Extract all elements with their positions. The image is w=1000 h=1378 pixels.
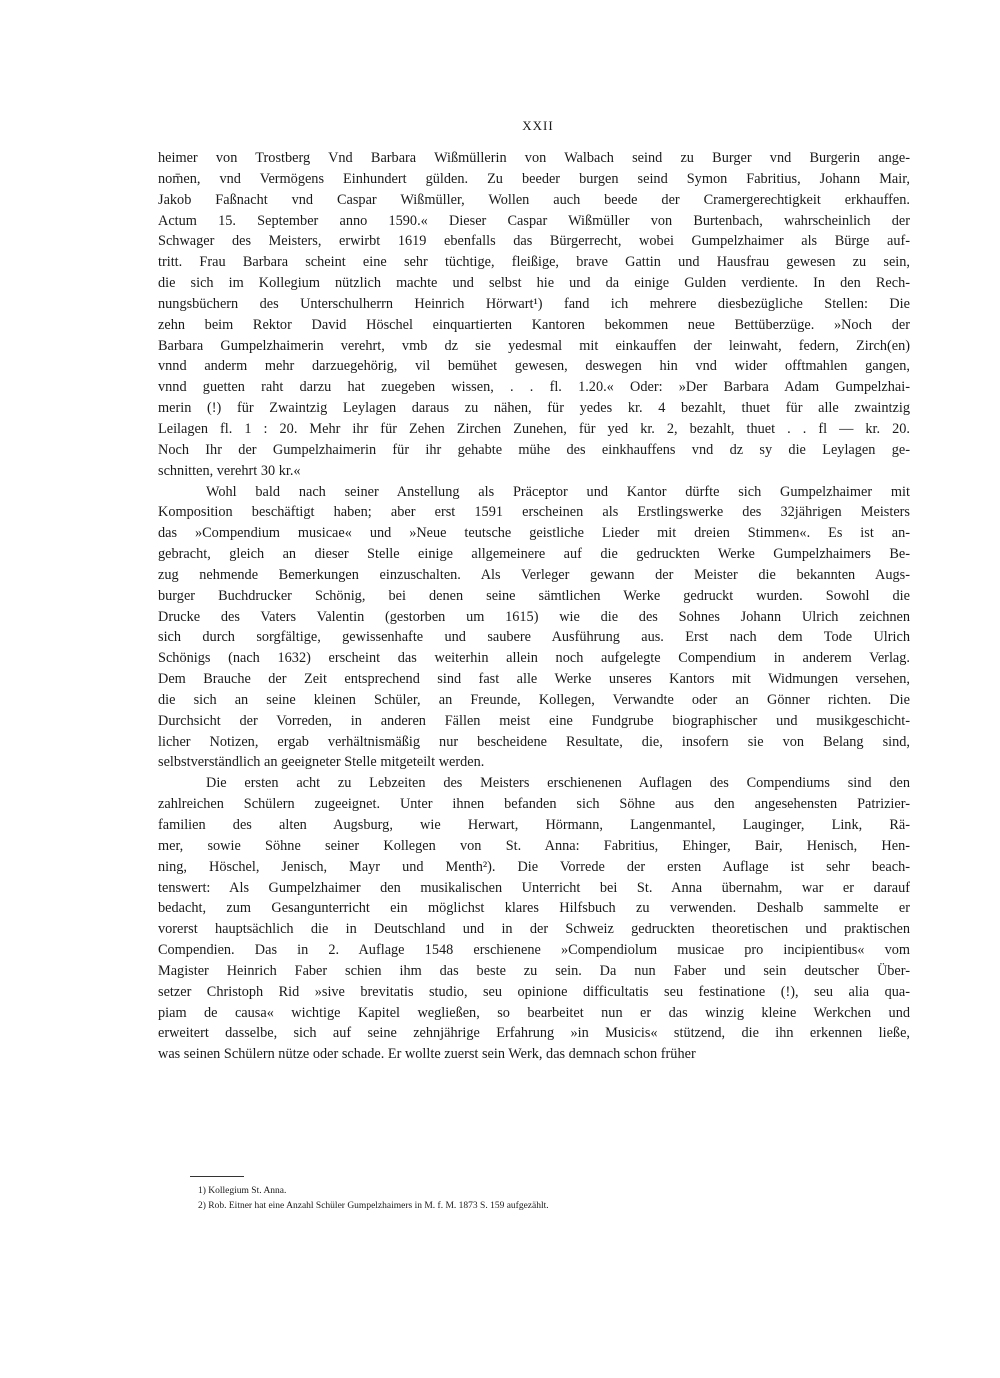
text-line: vnnd anderm mehr darzuegehörig, vil bemühet gewesen, deswegen hin vnd wider offtmahlen gangen, [158, 358, 910, 375]
paragraph-3 [158, 773, 910, 1065]
body-text [158, 148, 910, 1065]
text-line: Die ersten acht zu Lebzeiten des Meisters erschienenen Auflagen des Compendiums sind den [206, 775, 910, 792]
text-line: das »Compendium musicae« und »Neue teutsche geistliche Lieder mit dreien Stimmen«. Es ist an- [158, 525, 910, 542]
text-line: sich durch sorgfältige, gewissenhafte und saubere Ausführung aus. Erst nach dem Tode Ulrich [158, 629, 910, 646]
text-line: was seinen Schülern nütze oder schade. Er wollte zuerst sein Werk, das demnach schon früher [158, 1046, 696, 1063]
paragraph-1 [158, 148, 910, 482]
text-line: Wohl bald nach seiner Anstellung als Präceptor und Kantor dürfte sich Gumpelzhaimer mit [206, 483, 910, 500]
text-line: Leilagen fl. 1 : 20. Mehr ihr für Zehen Zirchen Zunehen, für yed kr. 2, bezahlt, thuet . . fl — kr. 20. [158, 420, 910, 437]
text-line: Barbara Gumpelzhaimerin verehrt, vmb dz sie yedesmal mit einkauffen der leinwaht, federn, Zirch(en) [158, 337, 910, 354]
text-line: burger Buchdrucker Schönig, bei denen seine sämtlichen Werke gedruckt wurden. Sowohl die [158, 587, 910, 604]
footnote-separator [190, 1176, 244, 1177]
text-line: bedacht, zum Gesangunterricht ein möglichst klares Hilfsbuch zu verwenden. Deshalb sammelte er [158, 900, 910, 917]
page-number: XXII [522, 118, 554, 133]
paragraph-2 [158, 482, 910, 774]
text-line: Drucke des Vaters Valentin (gestorben um 1615) wie die des Sohnes Johann Ulrich zeichnen [158, 608, 910, 625]
text-line: vorerst hauptsächlich die in Deutschland und in der Schweiz gedruckten theoretischen und praktischen [158, 921, 910, 938]
text-line: familien des alten Augsburg, wie Herwart, Hörmann, Langenmantel, Lauginger, Link, Rä- [158, 817, 910, 833]
text-line: ning, Höschel, Jenisch, Mayr und Menth²). Die Vorrede der ersten Auflage ist sehr beach- [158, 858, 910, 875]
text-line: die sich an seine kleinen Schüler, an Freunde, Kollegen, Verwandte oder an Gönner richten. Die [158, 691, 910, 708]
text-line: zahlreichen Schülern zugeeignet. Unter ihnen befanden sich Söhne aus den angesehensten Patrizier- [158, 796, 910, 813]
text-line: gebracht, gleich an dieser Stelle einige allgemeinere auf die gedruckten Werke Gumpelzhaimers Be- [158, 546, 910, 563]
text-line: Compendien. Das in 2. Auflage 1548 erschienene »Compendiolum musicae pro incipientibus« vom [158, 942, 910, 959]
text-line: Dem Brauche der Zeit entsprechend sind fast alle Werke unseres Kantors mit Widmungen versehen, [158, 671, 910, 688]
text-line: schnitten, verehrt 30 kr.« [158, 462, 301, 479]
text-line: vnnd guetten raht darzu hat zuegeben wissen, . . fl. 1.20.« Oder: »Der Barbara Adam Gumpelzhai- [158, 379, 910, 396]
text-line: zug nehmende Bemerkungen einzuschalten. Als Verleger gewann der Meister die bekannten Augs- [158, 566, 910, 583]
text-line: nungsbüchern des Unterschulherrn Heinrich Hörwart¹) fand ich mehrere diesbezügliche Stellen: Die [158, 295, 910, 312]
footnote-1: 1) Kollegium St. Anna. [198, 1186, 287, 1196]
text-line: heimer von Trostberg Vnd Barbara Wißmüllerin von Walbach seind zu Burger vnd Burgerin ange- [158, 150, 910, 166]
text-line: piam de causa« wichtige Kapitel wegließen, so bearbeitet nun er das winzig kleine Werkchen und [158, 1004, 910, 1021]
text-line: merin (!) für Zwaintzig Leylagen daraus zu nähen, für yedes kr. 4 bezahlt, thuet für alle zwaintzig [158, 400, 910, 417]
text-line: licher Notizen, ergab verhältnismäßig nur bescheidene Resultate, die, insofern sie von Belang sind, [158, 733, 910, 750]
text-line: Schwager des Meisters, erwirbt 1619 ebenfalls das Bürgerrecht, wobei Gumpelzhaimer als Bürge auf- [158, 233, 910, 250]
text-line: tenswert: Als Gumpelzhaimer den musikalischen Unterricht bei St. Anna übernahm, war er darauf [158, 879, 910, 896]
text-line: mer, sowie Söhne seiner Kollegen von St. Anna: Fabritius, Ehinger, Bair, Henisch, Hen- [158, 837, 910, 854]
text-line: die sich im Kollegium nützlich machte und selbst hie und da einige Gulden verdiente. In den Rech- [158, 275, 910, 292]
footnote-2: 2) Rob. Eitner hat eine Anzahl Schüler Gumpelzhaimers in M. f. M. 1873 S. 159 aufgezählt. [198, 1201, 549, 1211]
text-line: setzer Christoph Rid »sive brevitatis studio, seu opinione difficultatis seu festinatione (!), seu alia qua- [158, 983, 910, 1000]
text-line: Komposition beschäftigt haben; aber erst 1591 erscheinen als Erstlingswerke des 32jährigen Meisters [158, 504, 910, 521]
text-line: Magister Heinrich Faber schien ihm das beste zu sein. Da nun Faber und sein deutscher Über- [158, 962, 910, 979]
text-line: nom̄en, vnd Vermögens Einhundert gülden. Zu beeder burgen seind Symon Fabritius, Johann Mair, [158, 170, 910, 187]
text-line: Durchsicht der Vorreden, in anderen Fällen meist eine Fundgrube biographischer und musikgeschicht- [158, 712, 910, 729]
text-line: Actum 15. September anno 1590.« Dieser Caspar Wißmüller von Burtenbach, wahrscheinlich der [158, 212, 910, 229]
text-line: tritt. Frau Barbara scheint eine sehr tüchtige, fleißige, brave Gattin und Hausfrau gewesen zu sein, [158, 254, 910, 271]
text-line: Jakob Faßnacht vnd Caspar Wißmüller, Wollen auch beede der Cramergerechtigkeit erkhauffen. [158, 191, 910, 208]
text-line: Schönigs (nach 1632) erscheint das weiterhin allein noch aufgelegte Compendium in anderem Verlag. [158, 650, 910, 667]
footnotes [198, 1184, 798, 1214]
text-line: Noch Ihr der Gumpelzhaimerin für ihr gehabte mühe des einkhauffens vnd dz sy die Leylagen ge- [158, 441, 910, 458]
text-line: zehn beim Rektor David Höschel einquartierten Kantoren bekommen neue Bettüberzüge. »Noch der [158, 316, 910, 333]
text-line: selbstverständlich an geeigneter Stelle mitgeteilt werden. [158, 754, 485, 771]
text-line: erweitert dasselbe, sich auf seine zehnjährige Erfahrung »in Musicis« stützend, die ihn erkennen ließe, [158, 1025, 910, 1042]
